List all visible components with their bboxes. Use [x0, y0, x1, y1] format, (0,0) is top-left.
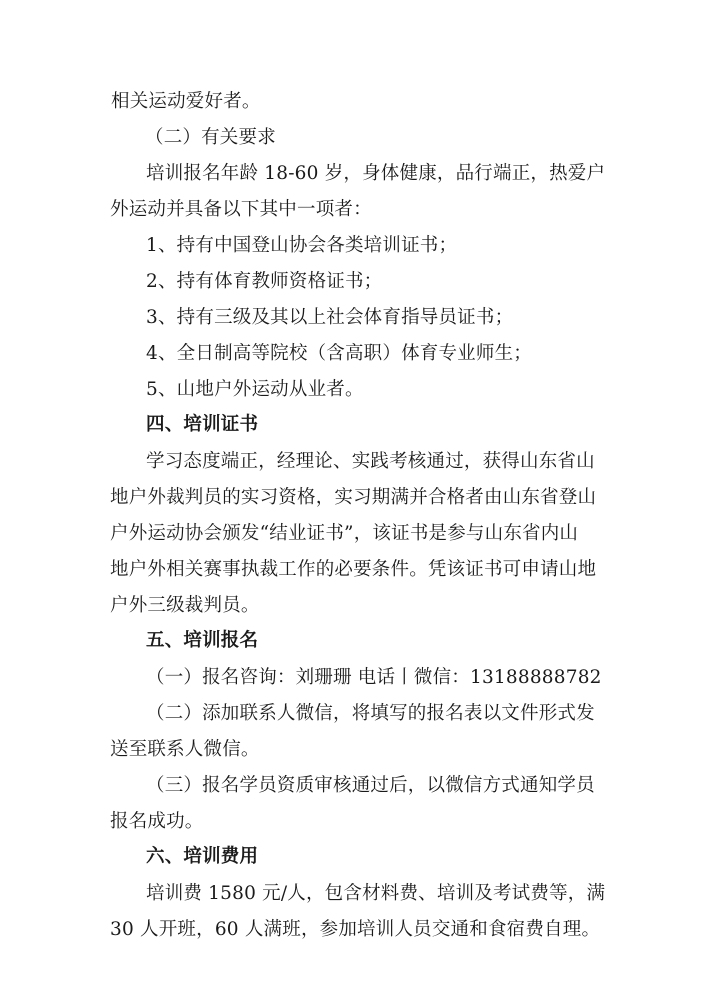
list-item: 2、持有体育教师资格证书； — [146, 271, 383, 292]
paragraph-line: 相关运动爱好者。 — [111, 91, 261, 112]
section-heading: 四、培训证书 — [146, 414, 259, 435]
paragraph-line: （二）添加联系人微信，将填写的报名表以文件形式发 — [146, 703, 595, 724]
paragraph-line: 外运动并具备以下其中一项者： — [110, 199, 372, 220]
paragraph-line: 学习态度端正，经理论、实践考核通过，获得山东省山 — [146, 451, 595, 472]
list-item: 4、全日制高等院校（含高职）体育专业师生； — [146, 343, 532, 364]
section-heading: 五、培训报名 — [146, 630, 259, 651]
list-item: 3、持有三级及其以上社会体育指导员证书； — [146, 307, 514, 328]
section-heading: 六、培训费用 — [146, 846, 259, 867]
paragraph-line: 报名成功。 — [110, 811, 204, 832]
paragraph-line: 培训报名年龄 18-60 岁，身体健康，品行端正，热爱户 — [146, 163, 606, 184]
paragraph-line: 送至联系人微信。 — [110, 739, 260, 760]
paragraph-line: （三）报名学员资质审核通过后，以微信方式通知学员 — [146, 775, 595, 796]
list-item: 1、持有中国登山协会各类培训证书； — [146, 235, 458, 256]
paragraph-line: 30 人开班，60 人满班，参加培训人员交通和食宿费自理。 — [110, 919, 601, 940]
paragraph-line: 地户外裁判员的实习资格，实习期满并合格者由山东省登山 — [110, 487, 597, 508]
paragraph-line: （一）报名咨询：刘珊珊 电话丨微信：13188888782 — [146, 667, 602, 688]
paragraph-line: 地户外相关赛事执裁工作的必要条件。凭该证书可申请山地 — [110, 559, 597, 580]
paragraph-line: 户外三级裁判员。 — [110, 595, 260, 616]
subsection-heading: （二）有关要求 — [145, 127, 276, 148]
list-item: 5、山地户外运动从业者。 — [146, 379, 364, 400]
paragraph-line: 培训费 1580 元/人，包含材料费、培训及考试费等，满 — [146, 883, 606, 904]
paragraph-line: 户外运动协会颁发“结业证书”，该证书是参与山东省内山 — [110, 523, 579, 544]
